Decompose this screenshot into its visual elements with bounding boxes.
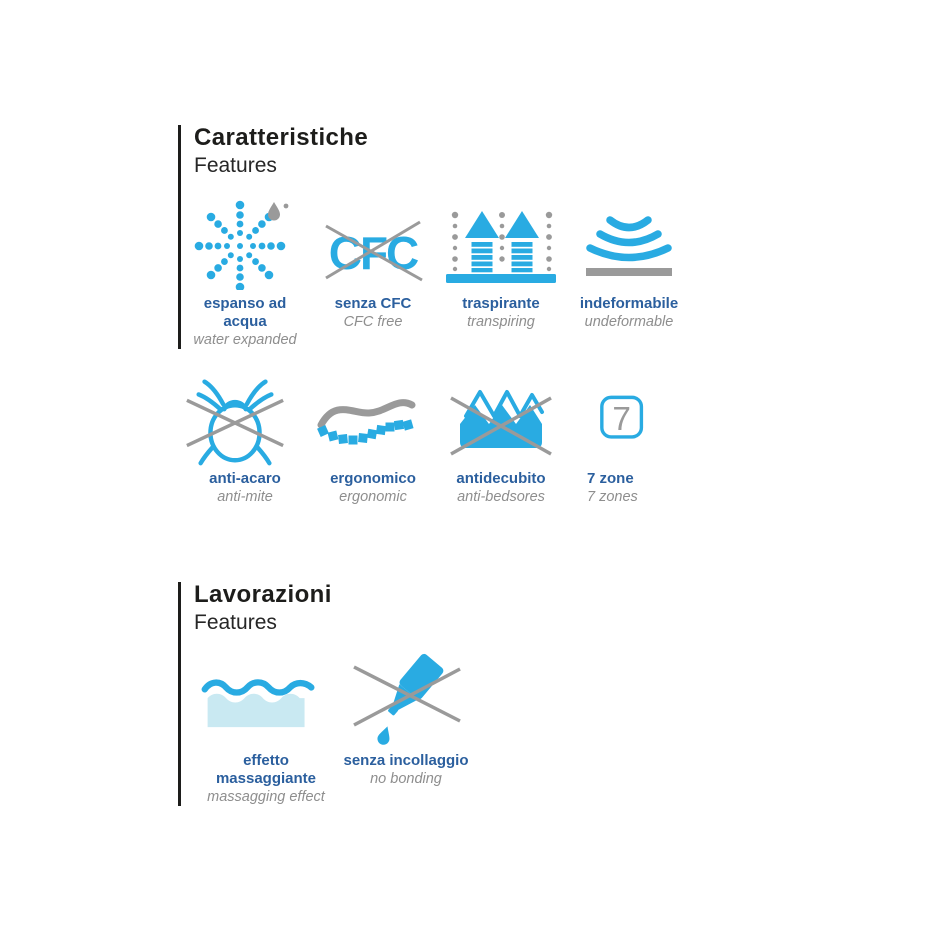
feature-transpiring <box>437 197 565 349</box>
feature-ergonomic <box>309 372 437 506</box>
feature-anti-mite <box>181 372 309 506</box>
feature-label-italian: traspirante <box>462 294 540 312</box>
feature-label-italian: anti-acaro <box>209 470 281 487</box>
feature-label-english: anti-mite <box>217 489 273 505</box>
feature-label-italian: effetto massaggiante <box>215 751 317 787</box>
seven-text: 7 <box>612 401 631 439</box>
droplet-icon <box>268 202 280 221</box>
feature-label-english: transpiring <box>467 313 535 330</box>
section-title-english: Features <box>194 154 277 178</box>
feature-label-italian: senza CFC <box>334 294 412 312</box>
feature-cfc-free <box>309 197 437 349</box>
feature-water-expanded <box>181 197 309 349</box>
feature-label-italian: senza incollaggio <box>343 751 469 769</box>
up-arrow-icon <box>465 211 499 272</box>
feature-row-3 <box>196 654 476 806</box>
seven-zones-icon <box>587 379 655 459</box>
undeformable-icon <box>574 198 684 290</box>
feature-massaging-effect <box>196 654 336 806</box>
feature-undeformable <box>565 197 693 349</box>
section-title-italian: Lavorazioni <box>194 581 332 608</box>
up-arrow-icon <box>505 211 539 272</box>
water-expanded-icon <box>190 198 300 290</box>
feature-no-bonding <box>336 654 476 806</box>
feature-label-italian: 7 zone <box>587 470 634 487</box>
section-lavorazioni <box>178 582 476 806</box>
feature-label-english: water expanded <box>193 331 297 348</box>
feature-label-english: CFC free <box>343 313 403 330</box>
feature-label-english: 7 zones <box>587 489 638 505</box>
feature-label-italian: antidecubito <box>456 470 546 487</box>
feature-label-english: no bonding <box>370 770 442 787</box>
glue-drop-icon <box>376 724 393 746</box>
air-dots <box>452 211 552 270</box>
feature-label-italian: indeformabile <box>579 294 679 312</box>
feature-row-1 <box>181 197 693 349</box>
cfc-text: CFC <box>328 226 418 279</box>
transpiring-icon <box>446 198 556 290</box>
feature-label-italian: ergonomico <box>330 470 416 487</box>
cfc-free-icon <box>318 198 428 290</box>
massaging-effect-icon <box>196 668 322 734</box>
section-title-italian: Caratteristiche <box>194 124 369 151</box>
feature-label-english: anti-bedsores <box>457 489 545 505</box>
glue-tube-icon <box>380 652 445 722</box>
feature-label-italian: espanso ad acqua <box>203 294 287 330</box>
anti-mite-icon <box>181 372 289 466</box>
feature-seven-zones <box>565 372 693 506</box>
feature-label-english: massagging effect <box>207 788 325 805</box>
ergonomic-icon <box>311 379 421 459</box>
feature-row-2 <box>181 372 693 506</box>
feature-label-english: ergonomic <box>339 489 407 505</box>
vertebrae-squares <box>317 419 414 444</box>
feature-label-english: undeformable <box>584 313 674 330</box>
anti-bedsores-icon <box>446 372 556 466</box>
section-title-english: Features <box>194 611 277 635</box>
no-bonding-icon <box>346 651 466 751</box>
section-caratteristiche <box>178 125 693 349</box>
feature-anti-bedsores <box>437 372 565 506</box>
